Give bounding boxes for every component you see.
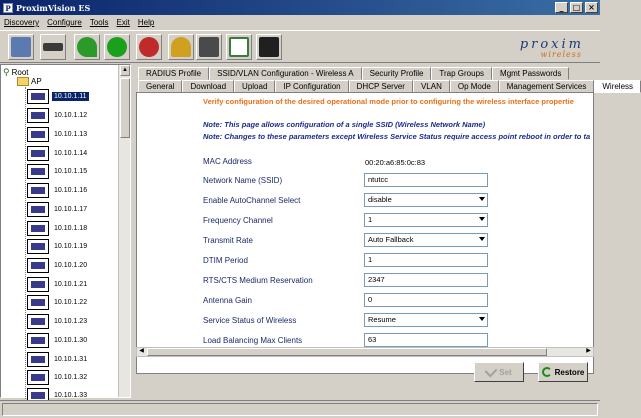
tab-dhcp-server[interactable]: DHCP Server (349, 80, 413, 93)
config-panel (134, 64, 634, 398)
tree-node-label: 10.10.1.32 (54, 373, 88, 381)
tree-node-label: 10.10.1.14 (54, 149, 88, 157)
checkmark-icon (485, 364, 498, 377)
loadbal-label: Load Balancing Max Clients (203, 336, 303, 345)
tab-general[interactable]: General (138, 80, 182, 93)
service-label: Service Status of Wireless (203, 316, 297, 325)
close-button[interactable]: × (585, 2, 598, 13)
chevron-down-icon (479, 217, 485, 221)
loadbal-input[interactable]: 63 (364, 333, 488, 347)
minimize-button[interactable]: _ (555, 2, 568, 13)
restore-icon (542, 367, 552, 377)
tab-ssid-vlan[interactable]: SSID/VLAN Configuration - Wireless A (209, 67, 362, 80)
menu-help[interactable]: Help (137, 18, 155, 27)
access-point-icon (27, 314, 49, 329)
rts-input[interactable]: 2347 (364, 273, 488, 287)
access-point-icon (27, 127, 49, 142)
scroll-right-icon[interactable]: ▶ (586, 348, 591, 354)
grid-icon (259, 37, 279, 57)
scroll-thumb[interactable] (120, 78, 130, 138)
tab-wireless[interactable]: Wireless (594, 80, 641, 93)
autochannel-label: Enable AutoChannel Select (203, 196, 301, 205)
title-bar (0, 0, 600, 15)
gain-label: Antenna Gain (203, 296, 252, 305)
access-point-icon (27, 333, 49, 348)
tree-group-ap[interactable] (17, 77, 42, 86)
tab-management-services[interactable]: Management Services (499, 80, 595, 93)
tree-node-label: 10.10.1.16 (54, 186, 88, 194)
rate-select[interactable] (364, 233, 488, 247)
tree-node[interactable] (27, 237, 89, 255)
tab-mgmt-passwords[interactable]: Mgmt Passwords (492, 67, 569, 80)
access-point-icon (27, 221, 49, 236)
rate-value: Auto Fallback (368, 235, 414, 244)
service-value: Resume (368, 315, 396, 324)
tool-refresh[interactable] (104, 34, 130, 60)
dtim-input[interactable]: 1 (364, 253, 488, 267)
scroll-up-icon[interactable]: ▲ (120, 65, 130, 76)
menu-bar (0, 15, 600, 30)
access-point-icon (27, 89, 49, 104)
tree-node-label: 10.10.1.18 (54, 224, 88, 232)
warning-message: Verify configuration of the desired operational mode prior to configuring the wireless interface propertie (203, 97, 574, 106)
tool-download[interactable] (74, 34, 100, 60)
tree-node-label: 10.10.1.17 (54, 205, 88, 213)
logo-text: proxim (519, 37, 584, 52)
menu-discovery[interactable]: Discovery (4, 18, 40, 27)
logo-subtext: wireless (540, 50, 582, 59)
tree-scrollbar[interactable] (118, 65, 130, 397)
tree-node-label: 10.10.1.11 (54, 92, 87, 100)
hscroll-thumb[interactable] (147, 348, 547, 356)
window-title: ProximVision ES (16, 2, 91, 13)
mac-label: MAC Address (203, 157, 252, 166)
rts-label: RTS/CTS Medium Reservation (203, 276, 313, 285)
horizontal-scrollbar[interactable] (136, 347, 594, 357)
tab-upload[interactable]: Upload (234, 80, 275, 93)
tab-vlan[interactable]: VLAN (413, 80, 450, 93)
arrow-download-icon (77, 37, 97, 57)
tree-node[interactable] (27, 331, 89, 349)
tab-trap-groups[interactable]: Trap Groups (431, 67, 492, 80)
tree-node[interactable] (27, 181, 89, 199)
clock-schedule-icon (139, 37, 159, 57)
service-select[interactable] (364, 313, 488, 327)
tree-node[interactable] (27, 87, 89, 105)
tree-node-label: 10.10.1.12 (54, 111, 88, 119)
ssid-input[interactable]: ntutcc (364, 173, 488, 187)
set-button[interactable] (474, 362, 524, 382)
wireless-form (136, 92, 594, 374)
status-bar (0, 400, 600, 418)
access-point-icon (27, 108, 49, 123)
alarm-bell-icon (171, 37, 191, 57)
tree-node-label: 10.10.1.13 (54, 130, 88, 138)
note-ssid: Note: This page allows configuration of a single SSID (Wireless Network Name) (203, 120, 486, 129)
tree-node-label: 10.10.1.31 (54, 355, 88, 363)
access-point-icon (27, 239, 49, 254)
tree-node[interactable] (27, 256, 89, 274)
autochannel-value: disable (368, 195, 392, 204)
tree-group-label: AP (31, 77, 42, 86)
tree-node-label: 10.10.1.20 (54, 261, 88, 269)
frequency-select[interactable] (364, 213, 488, 227)
chevron-down-icon (479, 317, 485, 321)
access-point-icon (27, 164, 49, 179)
settings-icon (199, 37, 219, 57)
restore-button[interactable] (538, 362, 588, 382)
access-point-icon (27, 146, 49, 161)
tool-network[interactable] (8, 34, 34, 60)
tab-row-1 (138, 67, 569, 80)
access-point-icon (27, 183, 49, 198)
tool-report[interactable] (226, 34, 252, 60)
tree-node[interactable] (27, 162, 89, 180)
tree-node[interactable] (27, 200, 89, 218)
tab-op-mode[interactable]: Op Mode (450, 80, 499, 93)
mac-value: 00:20:a6:85:0c:83 (365, 158, 426, 167)
tab-radius-profile[interactable]: RADIUS Profile (138, 67, 209, 80)
restore-label: Restore (554, 367, 585, 377)
menu-exit[interactable]: Exit (116, 18, 130, 27)
folder-icon (17, 77, 29, 86)
access-point-icon (27, 352, 49, 367)
dtim-label: DTIM Period (203, 256, 248, 265)
access-point-icon (27, 258, 49, 273)
menu-tools[interactable]: Tools (89, 18, 109, 27)
rate-label: Transmit Rate (203, 236, 253, 245)
tree-node[interactable] (27, 144, 89, 162)
access-point-icon (27, 202, 49, 217)
tool-schedule[interactable] (136, 34, 162, 60)
tree-node[interactable] (27, 350, 89, 368)
access-point-icon (27, 370, 49, 385)
menu-configure[interactable]: Configure (47, 18, 82, 27)
status-cell (2, 403, 598, 416)
toolbar (0, 30, 600, 63)
tree-node[interactable] (27, 275, 89, 293)
tree-node-label: 10.10.1.30 (54, 336, 88, 344)
tree-node[interactable] (27, 293, 89, 311)
frequency-label: Frequency Channel (203, 216, 273, 225)
tree-node-label: 10.10.1.21 (54, 280, 88, 288)
tab-download[interactable]: Download (182, 80, 234, 93)
tree-node[interactable] (27, 368, 89, 386)
tree-node-label: 10.10.1.15 (54, 167, 88, 175)
tree-node-label: 10.10.1.33 (54, 391, 88, 399)
access-point-icon (27, 277, 49, 292)
tree-node[interactable] (27, 219, 89, 237)
tab-security-profile[interactable]: Security Profile (362, 67, 432, 80)
chevron-down-icon (479, 197, 485, 201)
access-point-icon (27, 295, 49, 310)
tree-node[interactable] (27, 312, 89, 330)
tab-ip-configuration[interactable]: IP Configuration (275, 80, 348, 93)
note-reboot: Note: Changes to these parameters except Wireless Service Status require access point reboot in order to ta (203, 132, 591, 141)
tool-alarm[interactable] (168, 34, 194, 60)
tool-grid[interactable] (256, 34, 282, 60)
set-label: Set (499, 367, 512, 377)
chevron-down-icon (479, 237, 485, 241)
maximize-button[interactable]: □ (570, 2, 583, 13)
tree-node[interactable] (27, 106, 89, 124)
tree-node[interactable] (27, 125, 89, 143)
proxim-logo (520, 37, 584, 59)
tree-node-label: 10.10.1.22 (54, 298, 88, 306)
tree-node-label: 10.10.1.19 (54, 242, 88, 250)
autochannel-select[interactable] (364, 193, 488, 207)
ssid-label: Network Name (SSID) (203, 176, 283, 185)
report-icon (229, 37, 249, 57)
router-icon (43, 43, 63, 51)
scroll-left-icon[interactable]: ◀ (139, 348, 144, 354)
tree-root-icon: ⚲ (3, 67, 10, 77)
gain-input[interactable]: 0 (364, 293, 488, 307)
app-icon: P (3, 3, 13, 13)
tree-root-label: Root (11, 68, 29, 77)
tree-node-label: 10.10.1.23 (54, 317, 88, 325)
tool-router[interactable] (40, 34, 66, 60)
device-tree (0, 64, 131, 398)
refresh-icon (107, 37, 127, 57)
frequency-value: 1 (368, 215, 373, 224)
tool-settings[interactable] (196, 34, 222, 60)
network-icon (11, 37, 31, 57)
